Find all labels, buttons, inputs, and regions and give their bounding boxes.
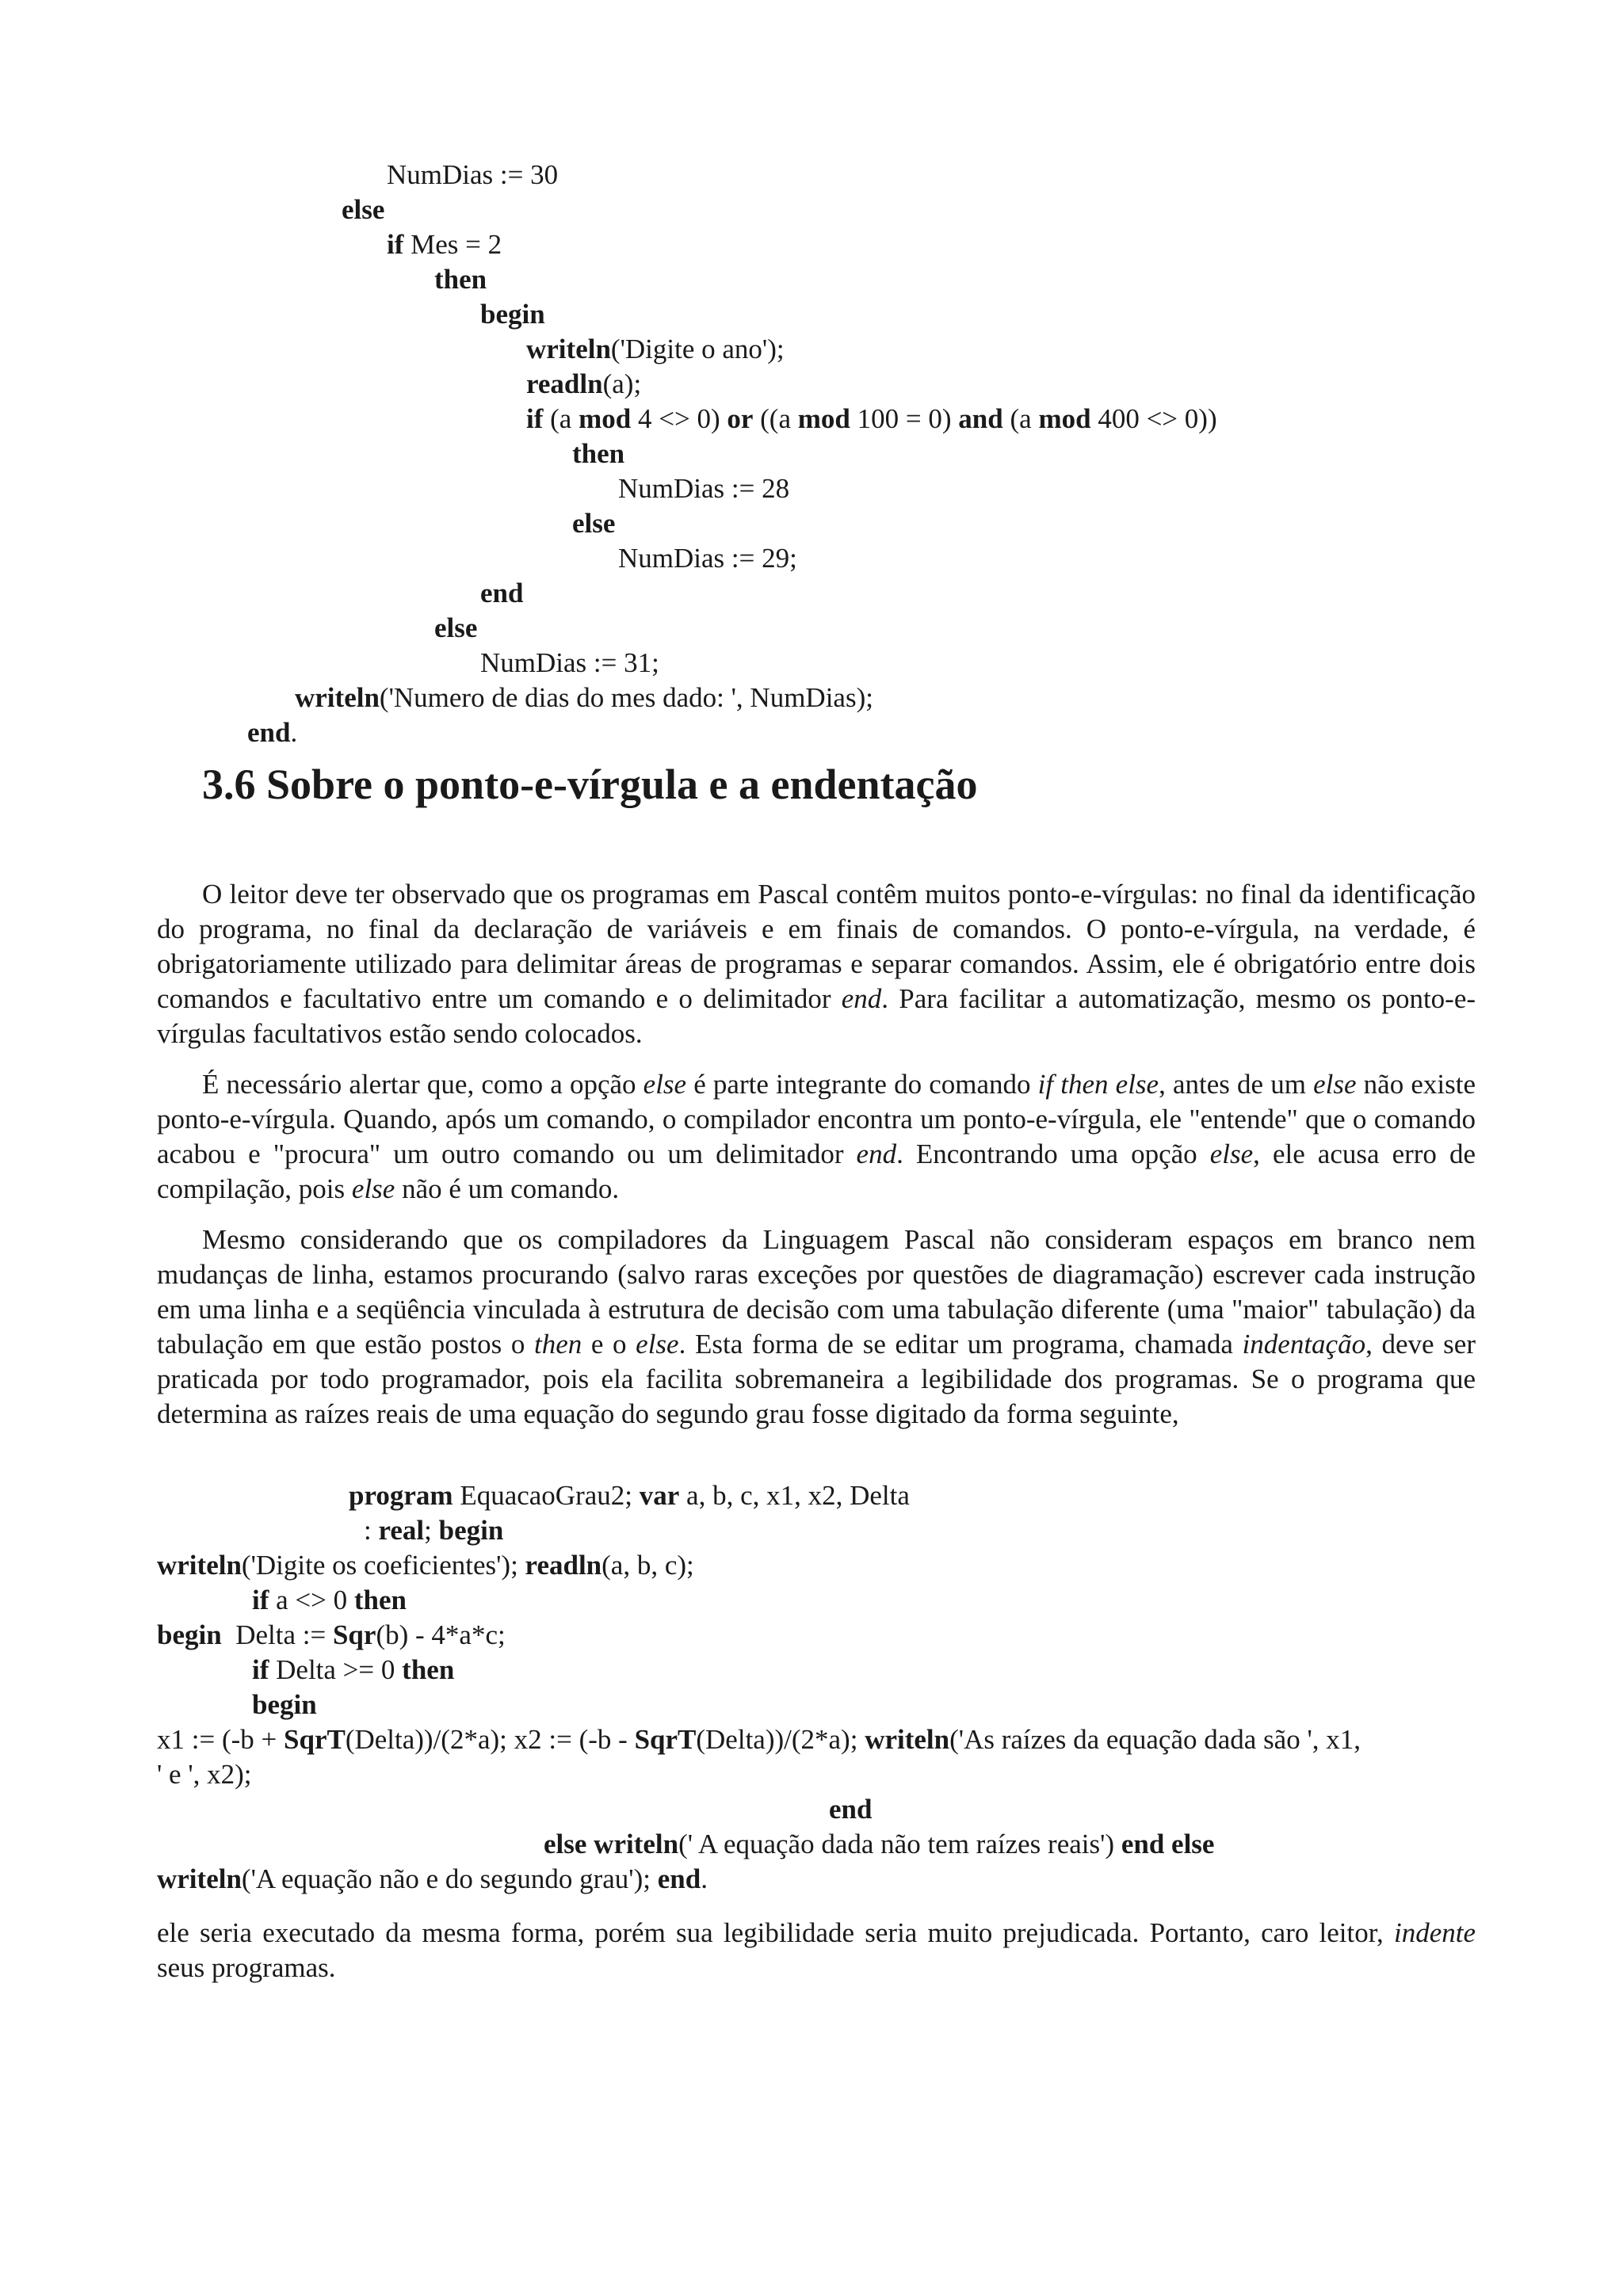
code-line-seg-3: a, b, c, x1, x2, Delta <box>679 1480 910 1511</box>
code-line-seg-1: SqrT <box>284 1724 346 1755</box>
code-line-seg-0: program <box>349 1480 453 1511</box>
code-line-seg-1: a <> 0 <box>269 1585 354 1615</box>
code-line-seg-0: else writeln <box>544 1829 679 1859</box>
paragraph-2-seg-11: else <box>351 1173 395 1204</box>
code-bottom-line-4 <box>252 1583 407 1618</box>
code-line-seg-2: Sqr <box>332 1619 376 1650</box>
code-line-seg-1: ('A equação não e do segundo grau'); <box>241 1863 658 1894</box>
code-line-seg-1: EquacaoGrau2; <box>453 1480 640 1511</box>
code-line-seg-1: ('Digite o ano'); <box>610 334 785 364</box>
paragraph-closing-seg-2: seus programas. <box>157 1952 336 1983</box>
code-top-line-9 <box>572 437 624 471</box>
code-line-seg-3: begin <box>438 1515 504 1546</box>
code-line-seg-3: SqrT <box>634 1724 697 1755</box>
paragraph-2-seg-3: if then else <box>1037 1069 1159 1100</box>
paragraph-3-seg-5: indentação <box>1242 1329 1366 1360</box>
code-line-seg-1: Mes = 2 <box>403 229 502 260</box>
code-line-seg-0: : <box>364 1515 379 1546</box>
code-line-seg-0: NumDias := 30 <box>387 159 559 190</box>
code-line-seg-2: ; <box>424 1515 439 1546</box>
code-top-line-5 <box>480 297 545 332</box>
code-line-seg-3: (a, b, c); <box>601 1550 694 1581</box>
paragraph-3-seg-2: e o <box>582 1329 636 1360</box>
code-top-line-1 <box>387 158 558 193</box>
paragraph-3-seg-6: , deve ser praticada por todo programador, pois ela facilita sobremaneira a legibilidade dos programas. Se o programa que determina as raízes reais de uma equação do segundo grau fosse digitado da forma seguinte, <box>157 1329 1476 1429</box>
paragraph-3-seg-4: . Esta forma de se editar um programa, chamada <box>678 1329 1243 1360</box>
code-line-seg-2: then <box>353 1585 407 1615</box>
code-line-seg-11: 400 <> 0)) <box>1090 403 1217 434</box>
paragraph-2-seg-9: else <box>1209 1138 1254 1169</box>
code-bottom-line-6 <box>252 1653 454 1688</box>
code-line-seg-0: else <box>572 508 616 539</box>
code-line-seg-1: Delta >= 0 <box>269 1654 403 1685</box>
code-line-seg-2: (Delta))/(2*a); x2 := (-b - <box>345 1724 635 1755</box>
paragraph-closing <box>157 1916 1476 1985</box>
code-line-seg-0: writeln <box>295 682 380 713</box>
code-top-line-8 <box>526 402 1217 437</box>
code-line-seg-1: (a); <box>602 368 642 399</box>
code-line-seg-0: end <box>480 578 524 608</box>
paragraph-2-seg-7: end <box>856 1138 897 1169</box>
code-line-seg-0: else <box>434 612 478 643</box>
code-line-seg-6: mod <box>797 403 850 434</box>
code-line-seg-0: else <box>342 194 385 225</box>
paragraph-2-seg-5: else <box>1313 1069 1357 1100</box>
paragraph-2-seg-6: não existe ponto-e-vírgula. Quando, após um comando, o compilador encontra um ponto-e-vírgula, ele "entende" que o comando acabou e "procura" um outro comando ou um delimitador <box>157 1069 1476 1169</box>
code-top-line-4 <box>434 262 487 297</box>
code-bottom-line-2 <box>364 1513 503 1548</box>
code-line-seg-0: then <box>572 438 625 469</box>
paragraph-1-seg-0: O leitor deve ter observado que os programas em Pascal contêm muitos ponto-e-vírgulas: no final da identificação do programa, no final da declaração de variáveis e em finais de comandos. O ponto-e-vírgula, na verdade, é obrigatoriamente utilizado para delimitar áreas de programas e separar comandos. Assim, ele é obrigatório entre dois comandos e facultativo entre um comando e o delimitador <box>157 879 1476 1014</box>
code-top-line-15 <box>480 646 659 681</box>
code-line-seg-2: var <box>639 1480 680 1511</box>
code-line-seg-0: if <box>526 403 544 434</box>
code-line-seg-2: readln <box>525 1550 602 1581</box>
code-top-line-17 <box>247 715 297 750</box>
code-bottom-line-9 <box>157 1757 252 1792</box>
paragraph-1-seg-2: . Para facilitar a automatização, mesmo os ponto-e-vírgulas facultativos estão sendo colocados. <box>157 983 1476 1049</box>
code-top-line-2 <box>342 193 384 227</box>
code-top-line-11 <box>572 506 615 541</box>
code-line-seg-0: if <box>387 229 404 260</box>
code-top-line-3 <box>387 227 502 262</box>
code-line-seg-0: if <box>252 1585 269 1615</box>
code-bottom-line-12 <box>157 1862 708 1897</box>
code-line-seg-0: end <box>247 717 291 748</box>
code-top-line-14 <box>434 611 477 646</box>
paragraph-closing-seg-0: ele seria executado da mesma forma, porém sua legibilidade seria muito prejudicada. Portanto, caro leitor, <box>157 1917 1394 1948</box>
code-line-seg-0: writeln <box>157 1863 242 1894</box>
code-line-seg-0: begin <box>157 1619 222 1650</box>
code-top-line-10 <box>618 471 789 506</box>
code-bottom-line-1 <box>349 1478 910 1513</box>
code-line-seg-2: end <box>657 1863 701 1894</box>
code-line-seg-0: if <box>252 1654 269 1685</box>
code-line-seg-6: ('As raízes da equação dada são ', x1, <box>949 1724 1361 1755</box>
code-line-seg-0: x1 := (-b + <box>157 1724 285 1755</box>
code-line-seg-0: NumDias := 28 <box>618 473 790 504</box>
code-line-seg-0: NumDias := 29; <box>618 543 797 574</box>
code-line-seg-1: ('Digite os coeficientes'); <box>241 1550 525 1581</box>
paragraph-2-seg-8: . Encontrando uma opção <box>896 1138 1210 1169</box>
code-line-seg-2: mod <box>579 403 632 434</box>
code-line-seg-0: then <box>434 264 487 295</box>
code-top-line-16 <box>295 681 873 715</box>
code-top-line-7 <box>526 367 641 402</box>
paragraph-indentation <box>157 1222 1476 1432</box>
paragraph-closing-seg-1: indente <box>1393 1917 1476 1948</box>
paragraph-2-seg-2: é parte integrante do comando <box>686 1069 1038 1100</box>
code-bottom-line-8 <box>157 1722 1361 1757</box>
code-line-seg-3: 4 <> 0) <box>631 403 727 434</box>
paragraph-3-seg-3: else <box>636 1329 679 1360</box>
code-line-seg-0: writeln <box>526 334 611 364</box>
code-line-seg-0: begin <box>480 299 545 330</box>
code-bottom-line-10 <box>829 1792 872 1827</box>
code-top-line-13 <box>480 576 523 611</box>
code-line-seg-8: and <box>958 403 1003 434</box>
section-title: 3.6 Sobre o ponto-e-vírgula e a endentação <box>202 761 978 808</box>
code-line-seg-1: real <box>378 1515 425 1546</box>
paragraph-2-seg-4: , antes de um <box>1159 1069 1314 1100</box>
code-line-seg-0: begin <box>252 1689 317 1720</box>
code-bottom-line-5 <box>157 1618 506 1653</box>
paragraph-3-seg-0: Mesmo considerando que os compiladores da Linguagem Pascal não consideram espaços em branco nem mudanças de linha, estamos procurando (salvo raras exceções por questões de diagramação) escrever cada instrução em uma linha e a seqüência vinculada à estrutura de decisão com uma tabulação diferente (uma "maior" tabulação) da tabulação em que estão postos o <box>157 1224 1476 1360</box>
code-line-seg-1: (a <box>543 403 579 434</box>
code-line-seg-7: 100 = 0) <box>850 403 959 434</box>
code-line-seg-1: ('Numero de dias do mes dado: ', NumDias); <box>379 682 873 713</box>
code-line-seg-1: . <box>290 717 298 748</box>
code-top-line-6 <box>526 332 785 367</box>
code-line-seg-3: (b) - 4*a*c; <box>376 1619 506 1650</box>
paragraph-2-seg-12: não é um comando. <box>395 1173 620 1204</box>
code-line-seg-0: ' e ', x2); <box>157 1759 252 1790</box>
code-line-seg-0: writeln <box>157 1550 242 1581</box>
code-bottom-line-7 <box>252 1688 317 1722</box>
code-top-line-12 <box>618 541 797 576</box>
code-line-seg-1: Delta := <box>221 1619 333 1650</box>
code-line-seg-5: writeln <box>865 1724 950 1755</box>
paragraph-2-seg-1: else <box>643 1069 687 1100</box>
code-line-seg-3: . <box>701 1863 708 1894</box>
code-line-seg-5: ((a <box>753 403 798 434</box>
paragraph-2-seg-10: , ele acusa erro de compilação, pois <box>157 1138 1476 1204</box>
paragraph-else-warning <box>157 1067 1476 1207</box>
code-line-seg-0: NumDias := 31; <box>480 647 659 678</box>
paragraph-semicolon-usage <box>157 877 1476 1051</box>
code-line-seg-10: mod <box>1038 403 1091 434</box>
paragraph-3-seg-1: then <box>534 1329 582 1360</box>
code-line-seg-9: (a <box>1002 403 1039 434</box>
code-line-seg-2: then <box>402 1654 455 1685</box>
code-line-seg-0: readln <box>526 368 603 399</box>
paragraph-1-seg-1: end <box>841 983 882 1014</box>
code-line-seg-4: or <box>727 403 754 434</box>
code-line-seg-2: end else <box>1121 1829 1215 1859</box>
paragraph-2-seg-0: É necessário alertar que, como a opção <box>202 1069 643 1100</box>
code-bottom-line-3 <box>157 1548 694 1583</box>
code-bottom-line-11 <box>544 1827 1214 1862</box>
code-line-seg-1: (' A equação dada não tem raízes reais') <box>678 1829 1121 1859</box>
code-line-seg-4: (Delta))/(2*a); <box>696 1724 865 1755</box>
code-line-seg-0: end <box>829 1794 873 1825</box>
